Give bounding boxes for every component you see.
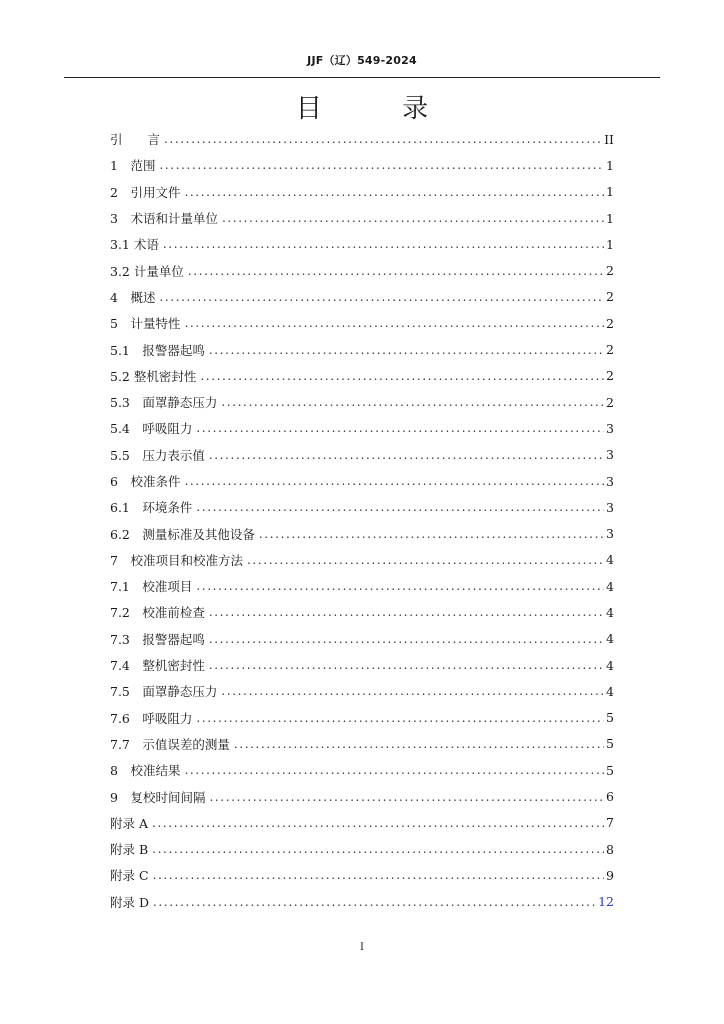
toc-entry-page: 9 — [606, 867, 614, 883]
toc-entry-page: 2 — [606, 263, 614, 279]
toc-entry-page: 6 — [606, 789, 614, 805]
toc-entry[interactable] — [110, 336, 614, 362]
toc-leader-dots — [196, 421, 604, 435]
toc-entry-label: 7.4 整机密封性 — [110, 658, 205, 674]
toc-entry-page: 5 — [606, 762, 614, 778]
toc-entry-page: 2 — [606, 342, 614, 358]
toc-entry[interactable] — [110, 205, 614, 231]
toc-entry[interactable] — [110, 257, 614, 283]
toc-entry-label: 6 校准条件 — [110, 474, 181, 489]
toc-entry-page: 3 — [606, 526, 614, 542]
toc-entry-label: 6.2 测量标准及其他设备 — [110, 526, 255, 542]
toc-entry-label: 9 复校时间间隔 — [110, 789, 206, 805]
toc-leader-dots — [152, 842, 604, 856]
toc-leader-dots — [184, 185, 604, 199]
toc-leader-dots — [247, 553, 604, 567]
toc-entry-page: 4 — [606, 552, 614, 568]
toc-entry-label: 引 言 — [110, 132, 161, 148]
toc-entry-label: 7.6 呼吸阻力 — [110, 710, 193, 726]
toc-leader-dots — [209, 448, 604, 462]
toc-entry-label: 2 引用文件 — [110, 184, 181, 200]
toc-entry-label: 3.1 术语 — [110, 237, 159, 253]
toc-entry[interactable] — [110, 731, 614, 757]
toc-entry-page: 2 — [606, 368, 614, 384]
toc-leader-dots — [184, 474, 604, 488]
toc-leader-dots — [184, 316, 604, 330]
toc-entry-page: 1 — [606, 184, 614, 200]
toc-entry[interactable] — [110, 442, 614, 468]
toc-entry[interactable] — [110, 652, 614, 678]
toc-leader-dots — [209, 790, 604, 804]
toc-entry-label: 5.1 报警器起鸣 — [110, 342, 205, 358]
toc-entry-label: 附录 B — [110, 842, 149, 858]
toc-entry-page: 4 — [606, 683, 614, 699]
toc-leader-dots — [196, 579, 604, 593]
table-of-contents — [110, 126, 614, 915]
toc-entry[interactable] — [110, 231, 614, 257]
toc-entry-label: 7.7 示值误差的测量 — [110, 736, 230, 752]
toc-entry-page: 1 — [606, 157, 614, 173]
toc-entry-label: 附录 A — [110, 815, 149, 831]
toc-entry[interactable] — [110, 810, 614, 836]
toc-entry-page: 4 — [606, 604, 614, 620]
toc-leader-dots — [221, 395, 604, 409]
toc-entry-page: 4 — [606, 578, 614, 594]
header-rule — [64, 77, 660, 78]
toc-leader-dots — [209, 632, 604, 646]
toc-entry-page: II — [604, 131, 614, 147]
toc-entry-label: 5 计量特性 — [110, 316, 181, 332]
toc-entry-page: 2 — [606, 394, 614, 410]
toc-entry-page: 5 — [606, 736, 614, 752]
toc-entry-label: 5.3 面罩静态压力 — [110, 395, 218, 411]
toc-entry-label: 6.1 环境条件 — [110, 500, 193, 516]
toc-entry[interactable] — [110, 705, 614, 731]
toc-leader-dots — [234, 737, 604, 751]
toc-leader-dots — [222, 211, 604, 225]
toc-leader-dots — [159, 158, 604, 172]
toc-entry[interactable] — [110, 626, 614, 652]
toc-entry-page: 4 — [606, 631, 614, 647]
toc-entry-label: 7.3 报警器起鸣 — [110, 631, 205, 647]
page-title: 目 录 — [295, 94, 465, 124]
toc-leader-dots — [196, 711, 604, 725]
toc-entry-page: 12 — [598, 894, 614, 910]
toc-entry-page: 3 — [606, 473, 614, 489]
page-number: I — [360, 942, 364, 953]
toc-entry-label: 3.2 计量单位 — [110, 263, 184, 279]
toc-leader-dots — [209, 658, 604, 672]
toc-leader-dots — [188, 264, 604, 278]
toc-entry-page: 1 — [606, 210, 614, 226]
toc-entry-page: 7 — [606, 815, 614, 831]
toc-entry[interactable] — [110, 179, 614, 205]
toc-entry-label: 5.4 呼吸阻力 — [110, 421, 193, 437]
toc-leader-dots — [209, 605, 604, 619]
toc-entry-label: 3 术语和计量单位 — [110, 211, 218, 227]
toc-leader-dots — [209, 343, 604, 357]
toc-entry-page: 2 — [606, 315, 614, 331]
toc-leader-dots — [159, 290, 604, 304]
toc-entry[interactable] — [110, 836, 614, 862]
toc-entry[interactable] — [110, 520, 614, 546]
toc-entry[interactable] — [110, 757, 614, 783]
toc-leader-dots — [221, 684, 604, 698]
toc-entry[interactable] — [110, 678, 614, 704]
toc-leader-dots — [152, 816, 604, 830]
toc-entry[interactable] — [110, 126, 614, 152]
toc-leader-dots — [153, 895, 596, 909]
toc-entry[interactable] — [110, 415, 614, 441]
toc-entry-page: 5 — [606, 710, 614, 726]
toc-entry[interactable] — [110, 494, 614, 520]
toc-entry-page: 4 — [606, 657, 614, 673]
toc-entry-label: 1 范围 — [110, 158, 156, 174]
toc-leader-dots — [196, 500, 604, 514]
toc-entry[interactable] — [110, 599, 614, 625]
document-header: JJF（辽）549-2024 — [307, 54, 417, 67]
toc-entry[interactable] — [110, 783, 614, 809]
toc-entry-page: 8 — [606, 841, 614, 857]
toc-entry-label: 7 校准项目和校准方法 — [110, 552, 243, 568]
toc-leader-dots — [153, 868, 605, 882]
toc-entry-label: 7.5 面罩静态压力 — [110, 684, 218, 700]
toc-entry[interactable] — [110, 310, 614, 336]
toc-entry[interactable] — [110, 862, 614, 888]
toc-leader-dots — [163, 237, 604, 251]
toc-entry-label: 8 校准结果 — [110, 763, 181, 779]
toc-entry[interactable] — [110, 547, 614, 573]
toc-entry-label: 5.5 压力表示值 — [110, 447, 205, 463]
toc-entry-label: 5.2 整机密封性 — [110, 368, 197, 384]
toc-entry[interactable] — [110, 468, 614, 494]
toc-entry-label: 7.1 校准项目 — [110, 579, 193, 595]
toc-entry-label: 7.2 校准前检查 — [110, 605, 205, 621]
toc-entry-page: 1 — [606, 236, 614, 252]
toc-entry-page: 3 — [606, 499, 614, 515]
toc-entry-page: 2 — [606, 289, 614, 305]
toc-entry-page: 3 — [606, 447, 614, 463]
toc-entry[interactable] — [110, 363, 614, 389]
toc-entry[interactable] — [110, 889, 614, 915]
toc-entry-label: 4 概述 — [110, 289, 156, 305]
toc-leader-dots — [164, 132, 602, 146]
toc-leader-dots — [259, 527, 604, 541]
toc-entry-label: 附录 C — [110, 868, 149, 884]
toc-entry-label: 附录 D — [110, 894, 149, 910]
toc-entry[interactable] — [110, 152, 614, 178]
toc-entry[interactable] — [110, 573, 614, 599]
toc-entry-page: 3 — [606, 420, 614, 436]
toc-entry[interactable] — [110, 389, 614, 415]
toc-leader-dots — [184, 763, 604, 777]
toc-entry[interactable] — [110, 284, 614, 310]
toc-leader-dots — [200, 369, 604, 383]
